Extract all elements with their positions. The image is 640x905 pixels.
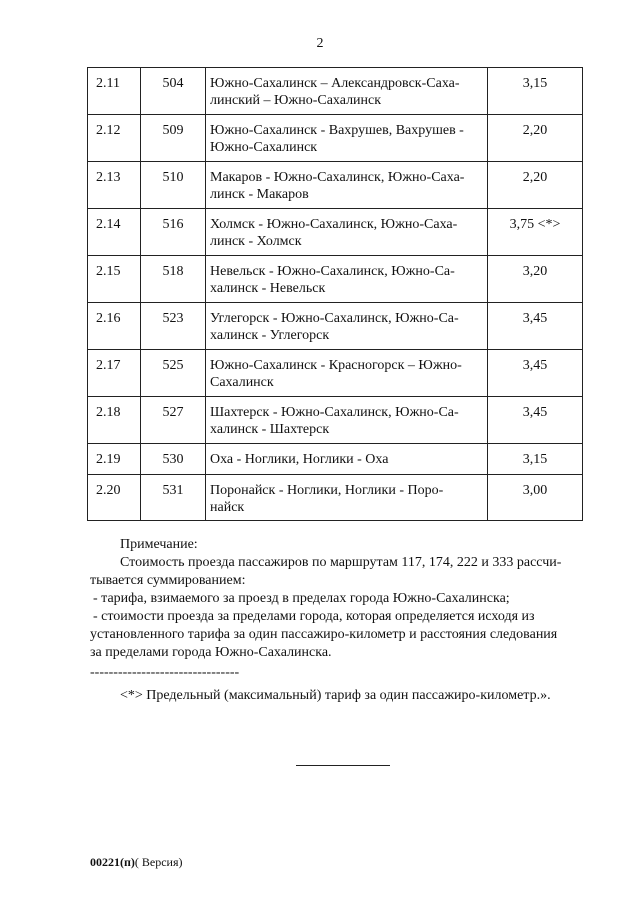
route-name-line: найск [210,500,245,515]
tariff-cell: 3,45 [488,303,583,350]
row-number-cell: 2.17 [88,350,141,397]
row-number-cell: 2.19 [88,444,141,475]
row-number-cell: 2.18 [88,397,141,444]
tariff-cell: 3,20 [488,256,583,303]
table-row [88,209,583,256]
notes-bullet-line: - стоимости проезда за пределами города, которая определяется исходя из [93,609,535,624]
table-row [88,256,583,303]
route-name-cell [206,350,488,397]
tariff-cell: 2,20 [488,115,583,162]
row-number-cell: 2.12 [88,115,141,162]
route-name-line: линск - Макаров [210,187,309,202]
route-name-line: Шахтерск - Южно-Сахалинск, Южно-Са- [210,405,459,420]
row-number-cell: 2.11 [88,68,141,115]
document-version: ( Версия) [134,855,183,869]
route-name-line: Сахалинск [210,375,274,390]
table-row [88,397,583,444]
route-name-line: халинск - Углегорск [210,328,330,343]
document-code: 00221(п) [90,855,135,869]
route-name-cell [206,303,488,350]
tariff-cell: 3,45 [488,397,583,444]
route-name-line: линский – Южно-Сахалинск [210,93,382,108]
route-code-cell: 504 [141,68,206,115]
table-row [88,115,583,162]
route-code-cell: 509 [141,115,206,162]
route-name-line: Южно-Сахалинск [210,140,318,155]
route-code-cell: 530 [141,444,206,475]
notes-title: Примечание: [120,537,198,552]
table-row [88,475,583,521]
notes-bullet-line: - тарифа, взимаемого за проезд в пределах города Южно-Сахалинска; [93,591,510,606]
route-name-cell [206,209,488,256]
footer [90,855,183,870]
tariff-cell: 3,45 [488,350,583,397]
route-name-cell [206,68,488,115]
route-code-cell: 516 [141,209,206,256]
notes-paragraph-line: тывается суммированием: [90,573,246,588]
row-number-cell: 2.20 [88,475,141,521]
row-number-cell: 2.14 [88,209,141,256]
route-name-line: Невельск - Южно-Сахалинск, Южно-Са- [210,264,455,279]
route-code-cell: 527 [141,397,206,444]
route-name-line: Поронайск - Ноглики, Ноглики - Поро- [210,483,444,498]
tariff-cell: 2,20 [488,162,583,209]
route-name-cell [206,162,488,209]
route-name-line: Оха - Ноглики, Ноглики - Оха [210,452,389,467]
table-row [88,350,583,397]
route-name-cell [206,475,488,521]
table-row [88,303,583,350]
route-code-cell: 531 [141,475,206,521]
route-name-line: халинск - Невельск [210,281,326,296]
notes-bullet-line: установленного тарифа за один пассажиро-километр и расстояния следования [90,627,558,642]
route-name-cell [206,256,488,303]
table-row [88,68,583,115]
route-name-line: халинск - Шахтерск [210,422,330,437]
tariff-table [87,67,583,521]
route-name-line: Южно-Сахалинск - Красногорск – Южно- [210,358,462,373]
tariff-cell: 3,15 [488,68,583,115]
dashed-separator: -------------------------------- [90,665,240,680]
route-code-cell: 510 [141,162,206,209]
route-name-line: Холмск - Южно-Сахалинск, Южно-Саха- [210,217,458,232]
route-name-cell [206,444,488,475]
tariff-cell: 3,00 [488,475,583,521]
route-name-cell [206,397,488,444]
table-row [88,444,583,475]
route-name-line: Макаров - Южно-Сахалинск, Южно-Саха- [210,170,465,185]
route-name-cell [206,115,488,162]
route-name-line: Южно-Сахалинск - Вахрушев, Вахрушев - [210,123,464,138]
row-number-cell: 2.16 [88,303,141,350]
footnote: <*> Предельный (максимальный) тариф за один пассажиро-километр.». [120,688,551,703]
row-number-cell: 2.13 [88,162,141,209]
row-number-cell: 2.15 [88,256,141,303]
tariff-cell: 3,75 <*> [488,209,583,256]
route-code-cell: 523 [141,303,206,350]
route-name-line: Углегорск - Южно-Сахалинск, Южно-Са- [210,311,459,326]
route-code-cell: 525 [141,350,206,397]
route-name-line: линск - Холмск [210,234,302,249]
tariff-cell: 3,15 [488,444,583,475]
route-code-cell: 518 [141,256,206,303]
table-row [88,162,583,209]
notes-paragraph-line: Стоимость проезда пассажиров по маршрутам 117, 174, 222 и 333 рассчи- [120,555,562,570]
separator-line [296,765,390,766]
notes-bullet-line: за пределами города Южно-Сахалинска. [90,645,332,660]
route-name-line: Южно-Сахалинск – Александровск-Саха- [210,76,460,91]
notes-section [90,536,596,682]
page-number: 2 [316,36,324,51]
